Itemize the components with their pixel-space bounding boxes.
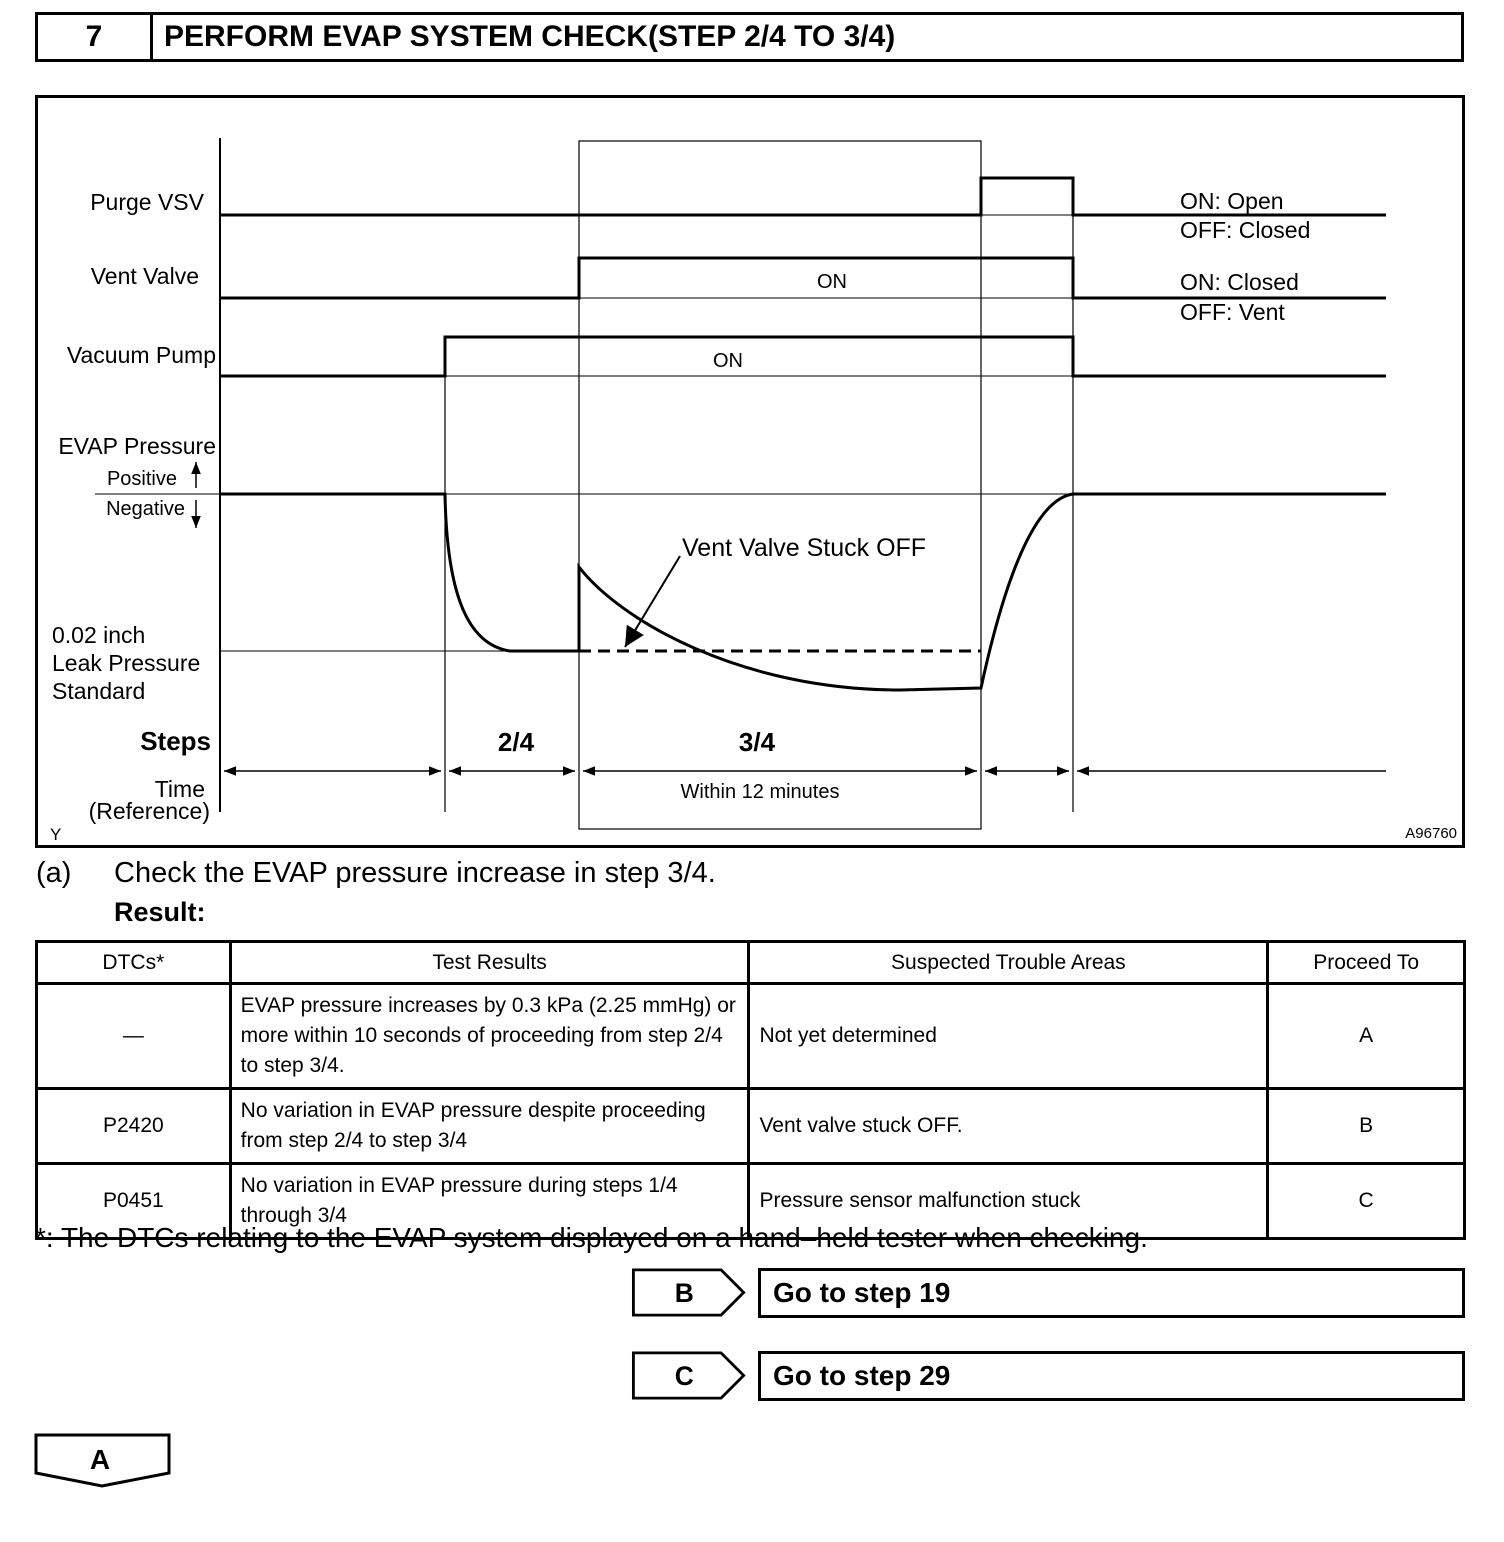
dtc-footnote: *: The DTCs relating to the EVAP system displayed on a hand–held tester when checking.	[35, 1222, 1148, 1253]
instruction-text: Check the EVAP pressure increase in step 3/4.	[114, 857, 716, 889]
cell-dtc: —	[37, 984, 231, 1089]
label-purge-vsv: Purge VSV	[90, 189, 204, 215]
header-dtcs: DTCs*	[37, 942, 231, 984]
table-header-row	[37, 942, 1465, 984]
branch-c-letter: C	[674, 1360, 694, 1391]
pump-on-label: ON	[713, 350, 743, 372]
cell-area: Vent valve stuck OFF.	[749, 1089, 1268, 1164]
branch-b[interactable]	[630, 1268, 748, 1322]
label-vacuum-pump: Vacuum Pump	[66, 342, 216, 368]
evap-pressure-curve	[220, 494, 1386, 690]
go-to-step-29-link[interactable]: Go to step 29	[758, 1351, 1465, 1401]
continue-a[interactable]	[34, 1433, 172, 1494]
instruction-label: (a)	[36, 857, 72, 889]
cell-area: Pressure sensor malfunction stuck	[749, 1164, 1268, 1239]
step-title: PERFORM EVAP SYSTEM CHECK(STEP 2/4 TO 3/4)	[164, 20, 896, 53]
go-to-step-19-link[interactable]: Go to step 19	[758, 1268, 1465, 1318]
label-positive: Positive	[106, 468, 177, 490]
cell-test: No variation in EVAP pressure during steps 1/4 through 3/4	[230, 1164, 749, 1239]
vent-on-label: ON	[817, 271, 847, 293]
time-note: Within 12 minutes	[680, 781, 840, 803]
label-time: Time	[154, 776, 205, 802]
vacuum-pump-signal	[220, 337, 1386, 376]
branch-c[interactable]	[630, 1351, 748, 1405]
step-2-4-label: 2/4	[497, 727, 535, 757]
timing-diagram	[35, 95, 1465, 848]
legend-vent-off: OFF: Vent	[1180, 299, 1285, 325]
branch-b-letter: B	[674, 1277, 694, 1308]
timing-diagram-svg	[38, 98, 1462, 845]
step-number: 7	[38, 15, 153, 59]
cell-test: EVAP pressure increases by 0.3 kPa (2.25 mmHg) or more within 10 seconds of proceeding from step 2/4 to step 3/4.	[230, 984, 749, 1089]
cell-proceed: A	[1268, 984, 1465, 1089]
header-test-results: Test Results	[230, 942, 749, 984]
label-leak-1: 0.02 inch	[52, 622, 146, 648]
table-row	[37, 984, 1465, 1089]
header-trouble-areas: Suspected Trouble Areas	[749, 942, 1268, 984]
instruction-a	[36, 857, 716, 890]
legend-vent-on: ON: Closed	[1180, 269, 1299, 295]
legend-purge-on: ON: Open	[1180, 188, 1284, 214]
results-table	[35, 940, 1466, 1240]
cell-proceed: B	[1268, 1089, 1465, 1164]
table-row	[37, 1089, 1465, 1164]
corner-mark: Y	[50, 825, 62, 844]
step-3-4-window	[579, 141, 981, 829]
cell-area: Not yet determined	[749, 984, 1268, 1089]
continue-a-tag	[34, 1433, 172, 1489]
header-proceed-to: Proceed To	[1268, 942, 1465, 984]
cell-proceed: C	[1268, 1164, 1465, 1239]
stuck-annotation-text: Vent Valve Stuck OFF	[682, 534, 927, 562]
label-time-ref: (Reference)	[88, 798, 210, 824]
step-header	[35, 12, 1464, 62]
step-3-4-label: 3/4	[738, 727, 776, 757]
label-steps: Steps	[140, 726, 211, 756]
cell-test: No variation in EVAP pressure despite proceeding from step 2/4 to step 3/4	[230, 1089, 749, 1164]
branch-b-tag	[630, 1268, 748, 1317]
legend-purge-off: OFF: Closed	[1180, 217, 1311, 243]
cell-dtc: P0451	[37, 1164, 231, 1239]
continue-a-letter: A	[89, 1444, 111, 1475]
label-evap-pressure: EVAP Pressure	[58, 433, 216, 459]
branch-c-tag	[630, 1351, 748, 1400]
label-vent-valve: Vent Valve	[90, 263, 199, 289]
result-heading: Result:	[114, 897, 206, 927]
label-negative: Negative	[106, 498, 185, 520]
figure-id: A96760	[1405, 825, 1457, 842]
stuck-annotation-arrow	[625, 556, 680, 647]
cell-dtc: P2420	[37, 1089, 231, 1164]
label-leak-2: Leak Pressure	[52, 650, 201, 676]
label-leak-3: Standard	[52, 678, 146, 704]
